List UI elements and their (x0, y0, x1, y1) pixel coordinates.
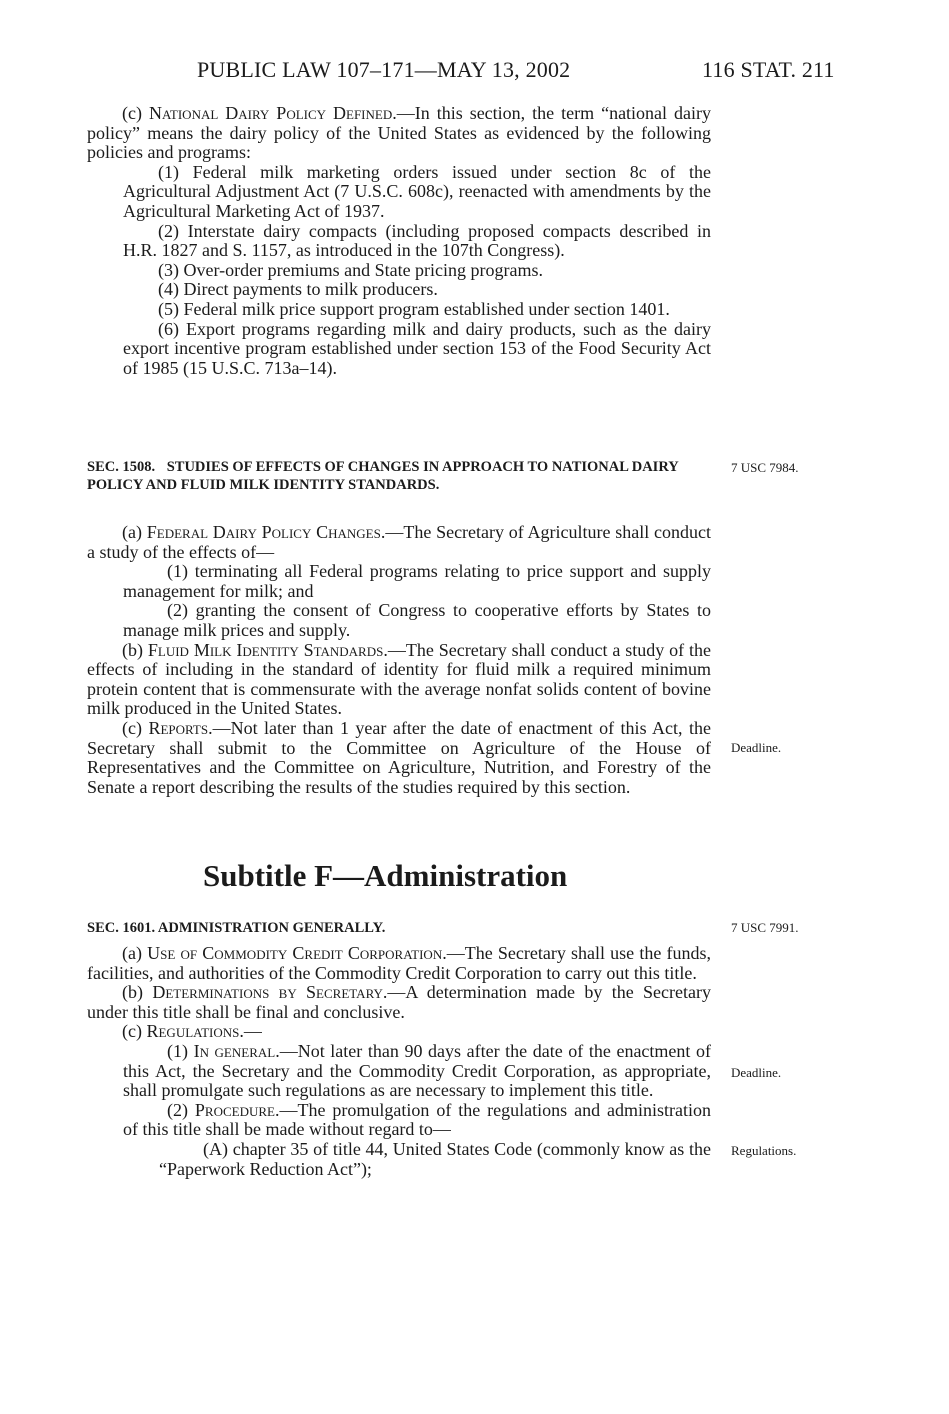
subsection-b-fluid-milk-standards: (b) Fluid Milk Identity Standards.—The Secretary shall conduct a study of the effects of including in the standard of identity for fluid milk a required minimum protein content that is commensurate with the average nonfat solids content of bovine milk produced in the United States. (87, 639, 711, 719)
running-head-page: 116 STAT. 211 (702, 57, 835, 82)
running-head-title: PUBLIC LAW 107–171—MAY 13, 2002 (197, 57, 571, 82)
subparagraph-A: (A) chapter 35 of title 44, United States Code (commonly know as the “Paperwork Reduction Act”); (159, 1138, 711, 1179)
paragraph-heading: In general. (193, 1040, 280, 1061)
paragraph-c1-in-general: (1) In general.—Not later than 90 days after the date of the enactment of this Act, the Secretary and the Commodity Credit Corporation, as appropriate, shall promulgate such regulations as are necessary to implement this title. (123, 1040, 711, 1101)
section-1601-body (87, 944, 711, 1179)
paragraph-heading: Procedure. (194, 1099, 280, 1120)
list-item: (1) terminating all Federal programs relating to price support and supply management for milk; and (123, 561, 711, 601)
subsection-c-reports: (c) Reports.—Not later than 1 year after the date of enactment of this Act, the Secretary shall submit to the Committee on Agriculture of the House of Representatives and the Committee on Agriculture, Nutrition, and Forestry of the Senate a report describing the results of the studies required by this section. (87, 717, 711, 797)
subsection-heading: Use of Commodity Credit Corporation. (147, 943, 447, 963)
subsection-c-national-dairy-policy: (c) National Dairy Policy Defined.—In this section, the term “national dairy policy” means the dairy policy of the United States as evidenced by the following policies and programs: (87, 103, 712, 163)
list-item: (2) Interstate dairy compacts (including proposed compacts described in H.R. 1827 and S. 1157, as introduced in the 107th Congress). (123, 220, 711, 261)
subsection-a-dairy-policy-changes: (a) Federal Dairy Policy Changes.—The Secretary of Agriculture shall conduct a study of the effects of— (87, 522, 712, 562)
margin-note-deadline: Deadline. (731, 1065, 782, 1080)
list-item: (1) Federal milk marketing orders issued under section 8c of the Agricultural Adjustment Act (7 U.S.C. 608c), reenacted with amendments by the Agricultural Marketing Act of 1937. (123, 161, 711, 221)
subsection-a-ccc: (a) Use of Commodity Credit Corporation.—The Secretary shall use the funds, facilities, and authorities of the Commodity Credit Corporation to carry out this title. (87, 943, 712, 983)
subtitle-heading: Subtitle F—Administration (203, 858, 568, 893)
section-1508-heading: SEC. 1508. STUDIES OF EFFECTS OF CHANGES IN APPROACH TO NATIONAL DAIRY POLICY AND FLUID MILK IDENTITY STANDARDS. (87, 459, 679, 493)
subsection-b-determinations: (b) Determinations by Secretary.—A determination made by the Secretary under this title shall be final and conclusive. (87, 982, 711, 1022)
list-item: (6) Export programs regarding milk and dairy products, such as the dairy export incentive program established under section 153 of the Food Security Act of 1985 (15 U.S.C. 713a–14). (123, 318, 711, 378)
subsection-heading: Determinations by Secretary. (152, 982, 388, 1003)
list-item: (3) Over-order premiums and State pricing programs. (158, 259, 544, 280)
list-item: (4) Direct payments to milk producers. (158, 279, 438, 300)
subsection-heading: Fluid Milk Identity Standards. (147, 639, 388, 660)
list-item: (2) granting the consent of Congress to cooperative efforts by States to manage milk prices and supply. (123, 600, 711, 640)
margin-note-deadline: Deadline. (731, 740, 782, 755)
margin-note-usc: 7 USC 7991. (731, 920, 799, 935)
section-1601-heading: SEC. 1601. ADMINISTRATION GENERALLY. (87, 920, 386, 936)
subsection-heading: Regulations. (146, 1021, 244, 1042)
margin-note-regulations: Regulations. (731, 1143, 797, 1158)
section-1508-body (87, 523, 711, 797)
subsection-heading: Federal Dairy Policy Changes. (146, 522, 386, 542)
list-item: (5) Federal milk price support program established under section 1401. (158, 298, 670, 319)
subsection-heading: National Dairy Policy Defined. (148, 103, 397, 123)
margin-note-usc: 7 USC 7984. (731, 460, 799, 475)
paragraph-c2-procedure: (2) Procedure.—The promulgation of the regulations and administration of this title shall be made without regard to— (123, 1099, 711, 1140)
section-1507c-block (87, 104, 711, 378)
subsection-c-regulations: (c) Regulations.— (122, 1021, 262, 1042)
subsection-heading: Reports. (148, 717, 213, 738)
